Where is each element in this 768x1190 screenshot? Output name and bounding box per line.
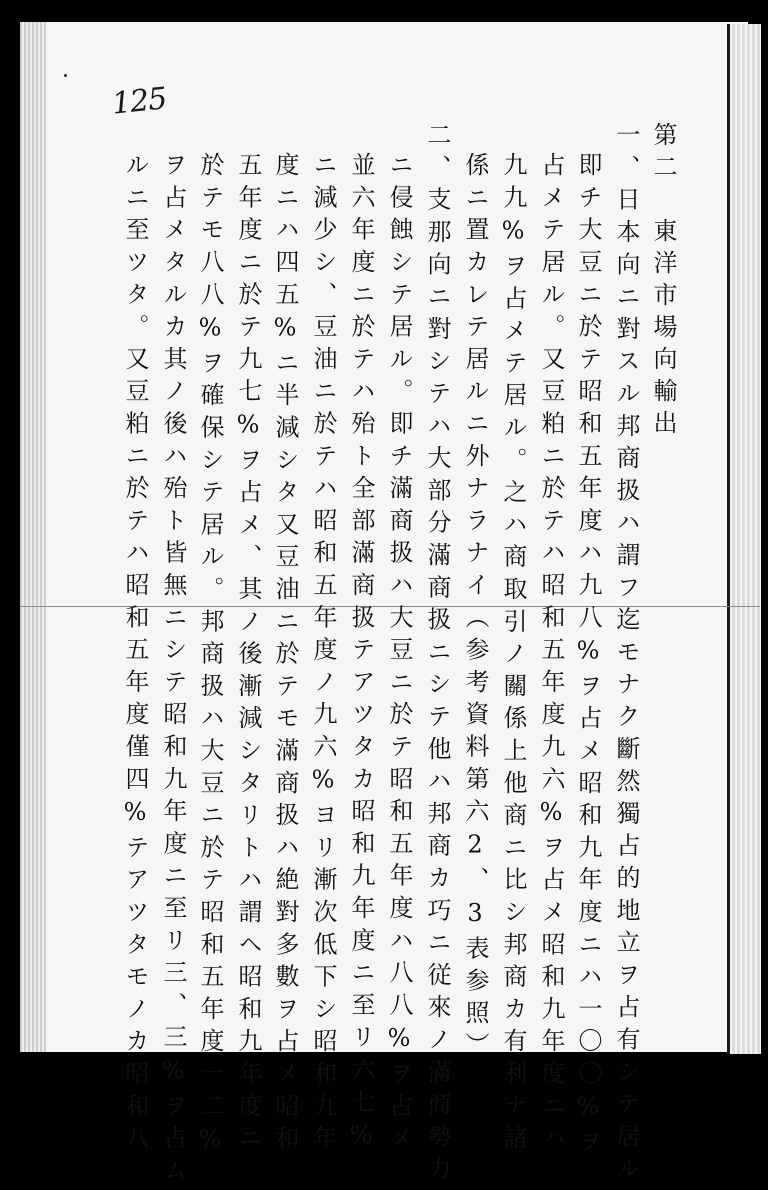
text-column-11: 五年度ニ於テ九七%ヲ占メ、其ノ後漸減シタリトハ謂ヘ昭和九年度ニ — [234, 152, 262, 1158]
page-number: 125 — [110, 81, 168, 122]
page-left-edge — [20, 22, 46, 1052]
text-column-2: 即チ大豆ニ於テ昭和五年度ハ九八%ヲ占メ昭和九年度ニハ一〇〇%ヲ — [574, 152, 602, 1162]
text-column-5: 係ニ置カレテ居ルニ外ナラナイ（参考資料第六2、3表参照） — [461, 152, 489, 1065]
text-column-7: ニ侵蝕シテ居ル。即チ滿商扱ハ大豆ニ於テ昭和五年度ハ八八%ヲ占メ — [385, 152, 413, 1158]
text-column-10: 度ニハ四五%ニ半減シタ又豆油ニ於テモ滿商扱ハ絶對多數ヲ占メ昭和 — [271, 152, 299, 1158]
text-column-1: 一、日本向ニ對スル邦商扱ハ謂フ迄モナク斷然獨占的地立ヲ占有シテ居ル — [612, 122, 640, 1188]
text-column-3: 占メテ居ル。又豆粕ニ於テハ昭和五年度九六%ヲ占メ昭和九年度ニハ — [537, 152, 565, 1158]
text-column-6: 二、支那向ニ對シテハ大部分滿商扱ニシテ他ハ邦商カ巧ニ従來ノ滿商勢力 — [423, 122, 451, 1188]
section-heading: 第二 東洋市場向輸出 — [649, 122, 677, 442]
ink-speck — [64, 74, 67, 77]
adjacent-page-edge — [727, 24, 761, 1054]
text-column-12: 於テモ八八%ヲ確保シテ居ル。邦商扱ハ大豆ニ於テ昭和五年度一二% — [196, 152, 224, 1162]
text-column-9: ニ減少シ、豆油ニ於テハ昭和五年度ノ九六%ヨリ漸次低下シ昭和九年 — [309, 152, 337, 1158]
text-column-14: ルニ至ツタ。又豆粕ニ於テハ昭和五年度僅四%テアツタモノカ昭和八 — [121, 152, 149, 1158]
text-column-13: ヲ占メタルカ其ノ後ハ殆ト皆無ニシテ昭和九年度ニ至リ三、三%ヲ占ム — [159, 152, 187, 1190]
text-column-4: 九九%ヲ占メテ居ル。之ハ商取引ノ關係上他商ニ比シ邦商カ有利ナ諸 — [499, 152, 527, 1158]
text-column-8: 並六年度ニ於テハ殆ト全部滿商扱テアツタカ昭和九年度ニ至リ六七% — [347, 152, 375, 1158]
